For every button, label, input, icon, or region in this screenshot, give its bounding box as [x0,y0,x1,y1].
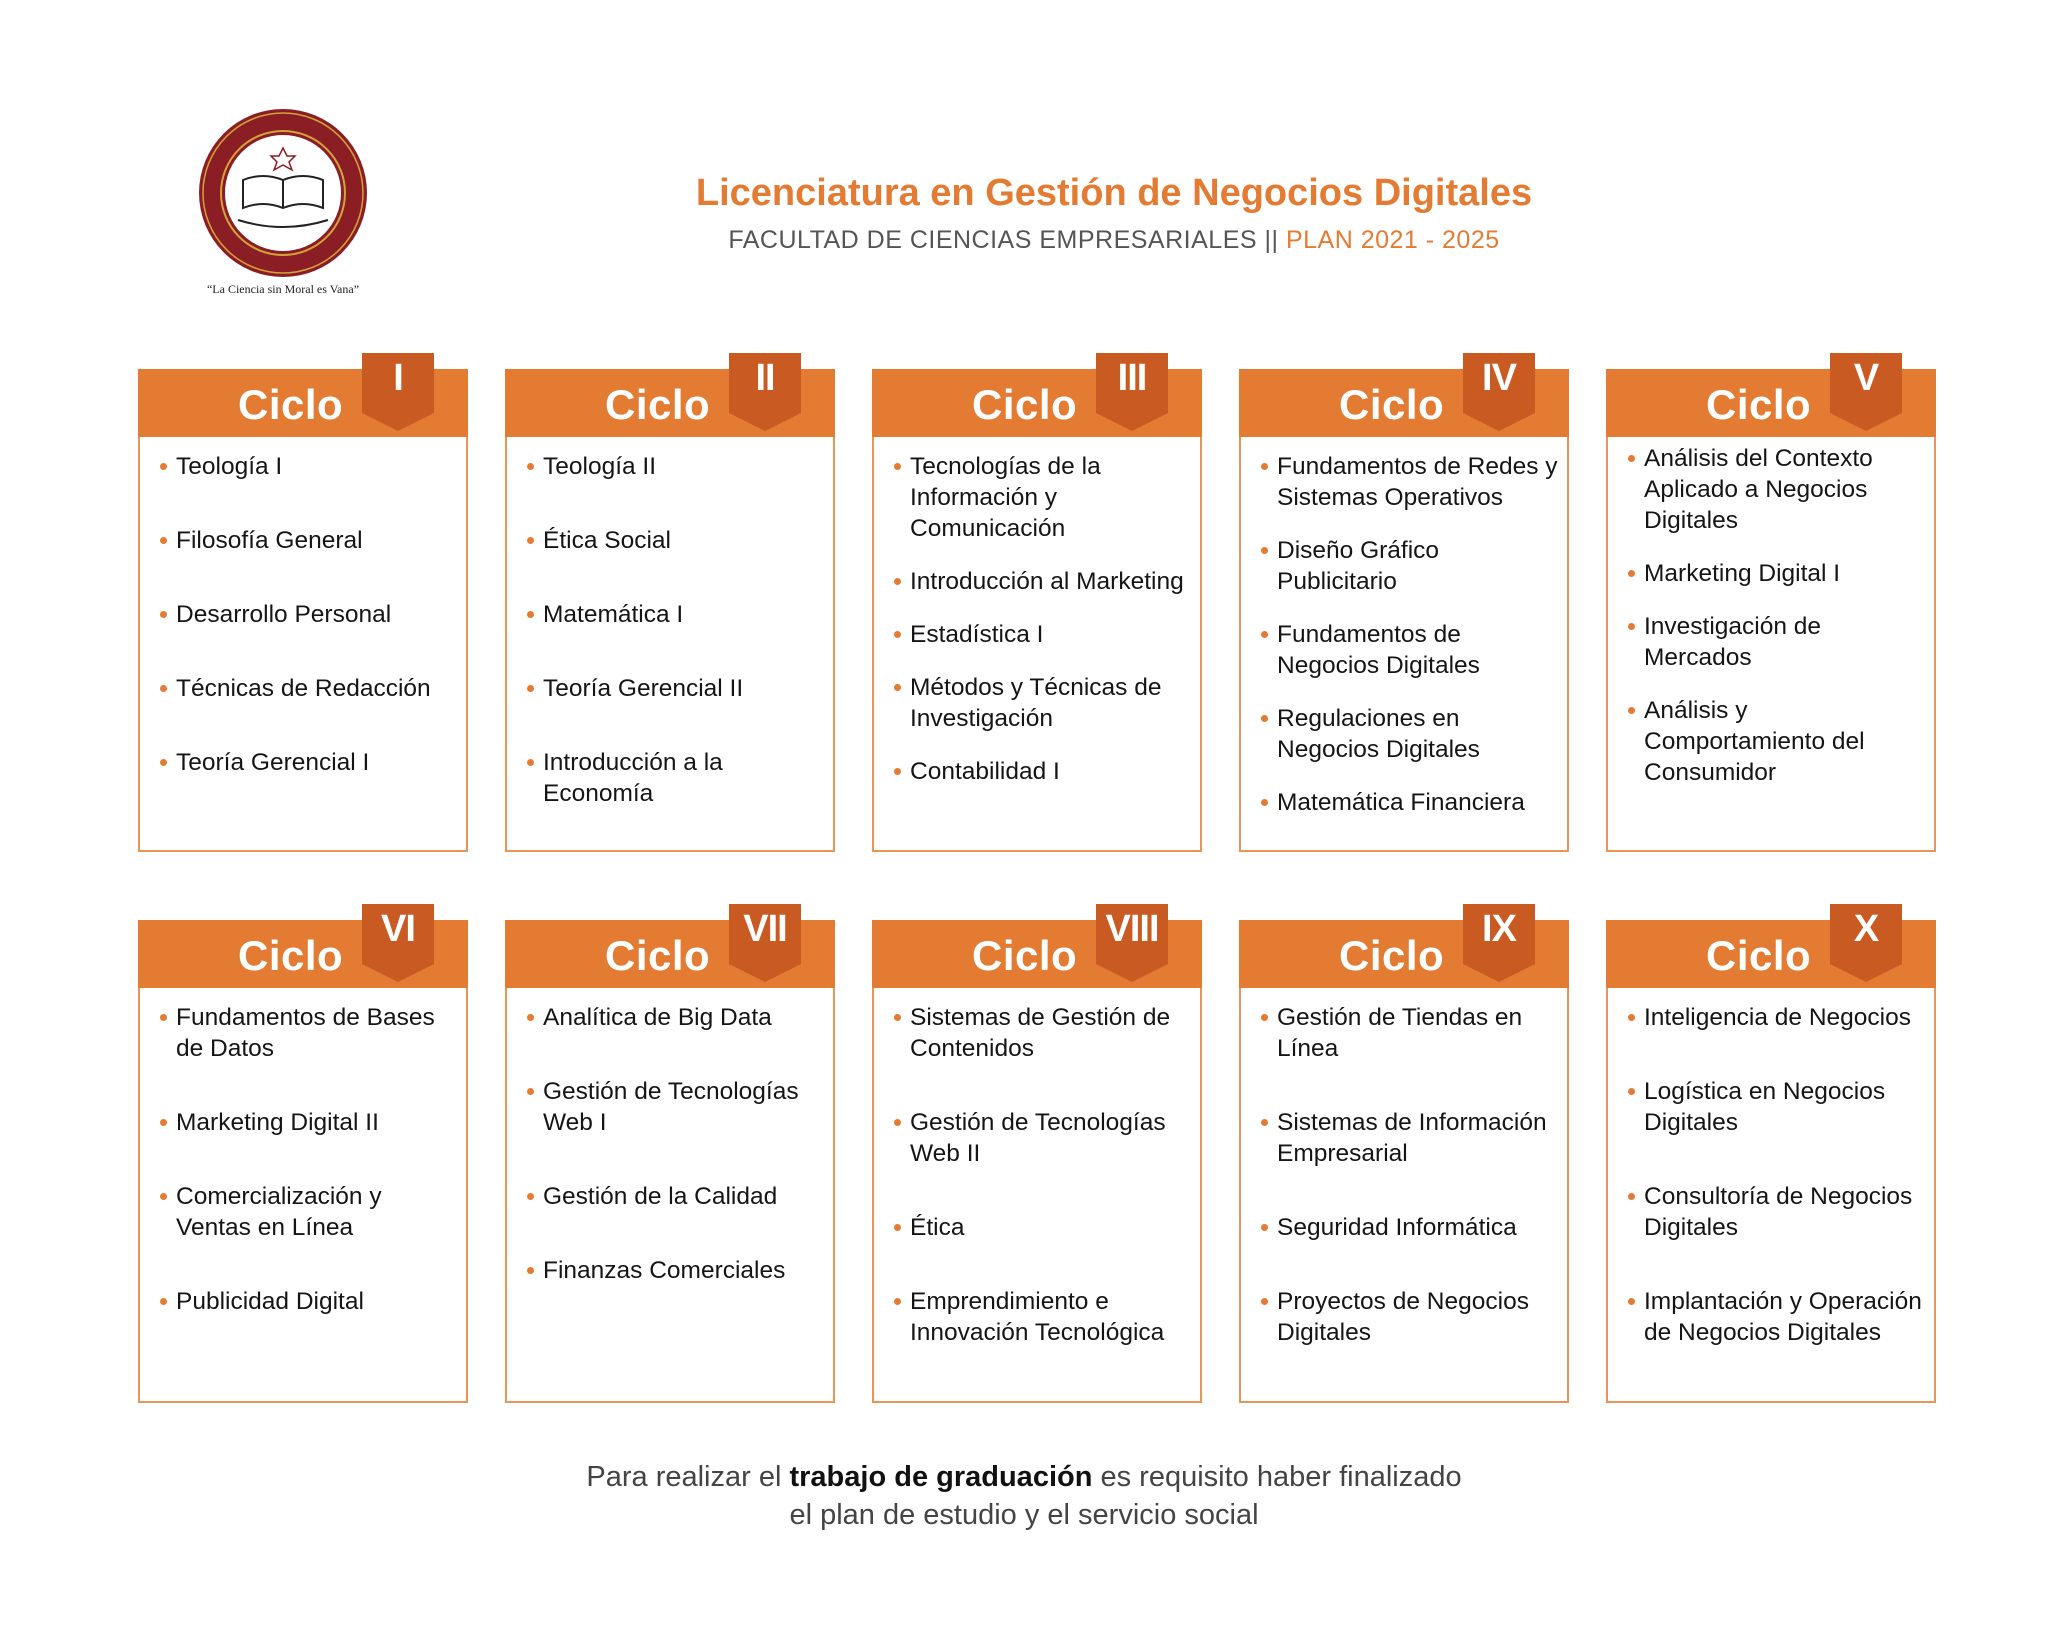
ciclo-header [1606,908,1936,988]
ciclo-header [1239,908,1569,988]
ciclo-header [872,357,1202,437]
note-text: es requisito haber finalizado [1092,1461,1462,1493]
ciclo-label: Ciclo [972,381,1078,428]
course-item: Regulaciones en Negocios Digitales [1259,703,1559,765]
ciclo-header [138,357,468,437]
ciclo-card-5 [1606,357,1936,852]
ciclo-numeral-ribbon [1830,353,1902,431]
ciclo-numeral-ribbon [1463,353,1535,431]
note-text: Para realizar el [586,1461,790,1493]
course-list [525,451,825,852]
course-item: Matemática I [525,599,825,630]
ciclo-numeral: VII [743,908,787,950]
course-item: Introducción al Marketing [892,566,1192,597]
course-item: Seguridad Informática [1259,1212,1559,1243]
course-item: Investigación de Mercados [1626,611,1926,673]
ciclo-header [1239,357,1569,437]
ciclo-card-7 [505,908,835,1403]
ciclo-header [138,908,468,988]
ciclo-label: Ciclo [972,932,1078,979]
ciclo-label: Ciclo [605,932,711,979]
course-item: Comercialización y Ventas en Línea [158,1181,458,1243]
course-item: Matemática Financiera [1259,787,1559,818]
plan-label: PLAN 2021 - 2025 [1285,226,1500,254]
ciclo-numeral-ribbon [362,904,434,982]
course-item: Contabilidad I [892,756,1192,787]
course-item: Gestión de Tecnologías Web II [892,1107,1192,1169]
course-item: Marketing Digital II [158,1107,458,1138]
ciclo-numeral-ribbon [1463,904,1535,982]
course-item: Diseño Gráfico Publicitario [1259,535,1559,597]
ciclo-numeral-ribbon [729,904,801,982]
course-item: Emprendimiento e Innovación Tecnológica [892,1286,1192,1348]
course-item: Teoría Gerencial I [158,747,458,778]
note-emphasis: trabajo de graduación [789,1461,1093,1493]
ciclo-header [1606,357,1936,437]
course-item: Gestión de Tiendas en Línea [1259,1002,1559,1064]
course-item: Proyectos de Negocios Digitales [1259,1286,1559,1348]
course-item: Tecnologías de la Información y Comunicación [892,451,1192,544]
course-item: Fundamentos de Bases de Datos [158,1002,458,1064]
ciclo-numeral: III [1117,357,1147,399]
ciclo-card-8 [872,908,1202,1403]
ciclo-numeral: IX [1482,908,1516,950]
ciclo-header [505,357,835,437]
ciclo-numeral: I [393,357,403,399]
graduation-note [0,1458,2048,1534]
ciclo-numeral-ribbon [1096,353,1168,431]
ciclo-numeral: VI [381,908,415,950]
course-item: Técnicas de Redacción [158,673,458,704]
ciclo-numeral-ribbon [1096,904,1168,982]
ciclo-label: Ciclo [605,381,711,428]
ciclo-card-3 [872,357,1202,852]
ciclo-numeral: II [755,357,775,399]
ciclo-label: Ciclo [238,932,344,979]
course-list [1259,1002,1559,1391]
course-item: Consultoría de Negocios Digitales [1626,1181,1926,1243]
course-item: Teología II [525,451,825,482]
ciclo-card-9 [1239,908,1569,1403]
graduation-note-line2: el plan de estudio y el servicio social [789,1499,1259,1531]
course-list [158,1002,458,1360]
ciclo-label: Ciclo [1339,932,1445,979]
faculty-label: FACULTAD DE CIENCIAS EMPRESARIALES || [728,226,1279,254]
ciclo-label: Ciclo [1706,381,1812,428]
course-item: Sistemas de Gestión de Contenidos [892,1002,1192,1064]
course-item: Analítica de Big Data [525,1002,825,1033]
course-list [158,451,458,821]
course-item: Fundamentos de Redes y Sistemas Operativos [1259,451,1559,513]
ciclo-card-1 [138,357,468,852]
ciclo-card-4 [1239,357,1569,852]
course-item: Métodos y Técnicas de Investigación [892,672,1192,734]
course-item: Filosofía General [158,525,458,556]
course-list [1626,443,1926,810]
ciclo-numeral: V [1853,357,1879,399]
course-item: Análisis del Contexto Aplicado a Negocios Digitales [1626,443,1926,536]
course-item: Teología I [158,451,458,482]
page-title: Licenciatura en Gestión de Negocios Digitales [695,172,1533,214]
ciclo-numeral: IV [1482,357,1516,399]
course-item: Sistemas de Información Empresarial [1259,1107,1559,1169]
course-list [892,1002,1192,1391]
ciclo-label: Ciclo [1706,932,1812,979]
ciclo-numeral: VIII [1105,908,1159,950]
ciclo-numeral-ribbon [729,353,801,431]
ciclo-header [505,908,835,988]
course-item: Publicidad Digital [158,1286,458,1317]
ciclo-card-2 [505,357,835,852]
course-item: Desarrollo Personal [158,599,458,630]
course-item: Gestión de la Calidad [525,1181,825,1212]
course-item: Finanzas Comerciales [525,1255,825,1286]
course-item: Análisis y Comportamiento del Consumidor [1626,695,1926,788]
ciclo-card-6 [138,908,468,1403]
course-item: Teoría Gerencial II [525,673,825,704]
course-list [1259,451,1559,840]
course-item: Marketing Digital I [1626,558,1926,589]
ciclo-numeral-ribbon [1830,904,1902,982]
ciclo-card-10 [1606,908,1936,1403]
course-item: Gestión de Tecnologías Web I [525,1076,825,1138]
course-item: Logística en Negocios Digitales [1626,1076,1926,1138]
logo-motto: “La Ciencia sin Moral es Vana” [206,282,360,296]
ciclo-numeral-ribbon [362,353,434,431]
course-item: Ética [892,1212,1192,1243]
course-item: Introducción a la Economía [525,747,825,809]
course-list [1626,1002,1926,1391]
course-item: Estadística I [892,619,1192,650]
ciclo-numeral: X [1853,908,1879,950]
graduation-note-line1 [0,1458,2048,1496]
ciclo-label: Ciclo [238,381,344,428]
ciclo-header [872,908,1202,988]
course-list [525,1002,825,1329]
course-list [892,451,1192,809]
course-item: Ética Social [525,525,825,556]
course-item: Inteligencia de Negocios [1626,1002,1926,1033]
ciclo-label: Ciclo [1339,381,1445,428]
course-item: Fundamentos de Negocios Digitales [1259,619,1559,681]
course-item: Implantación y Operación de Negocios Digitales [1626,1286,1926,1348]
